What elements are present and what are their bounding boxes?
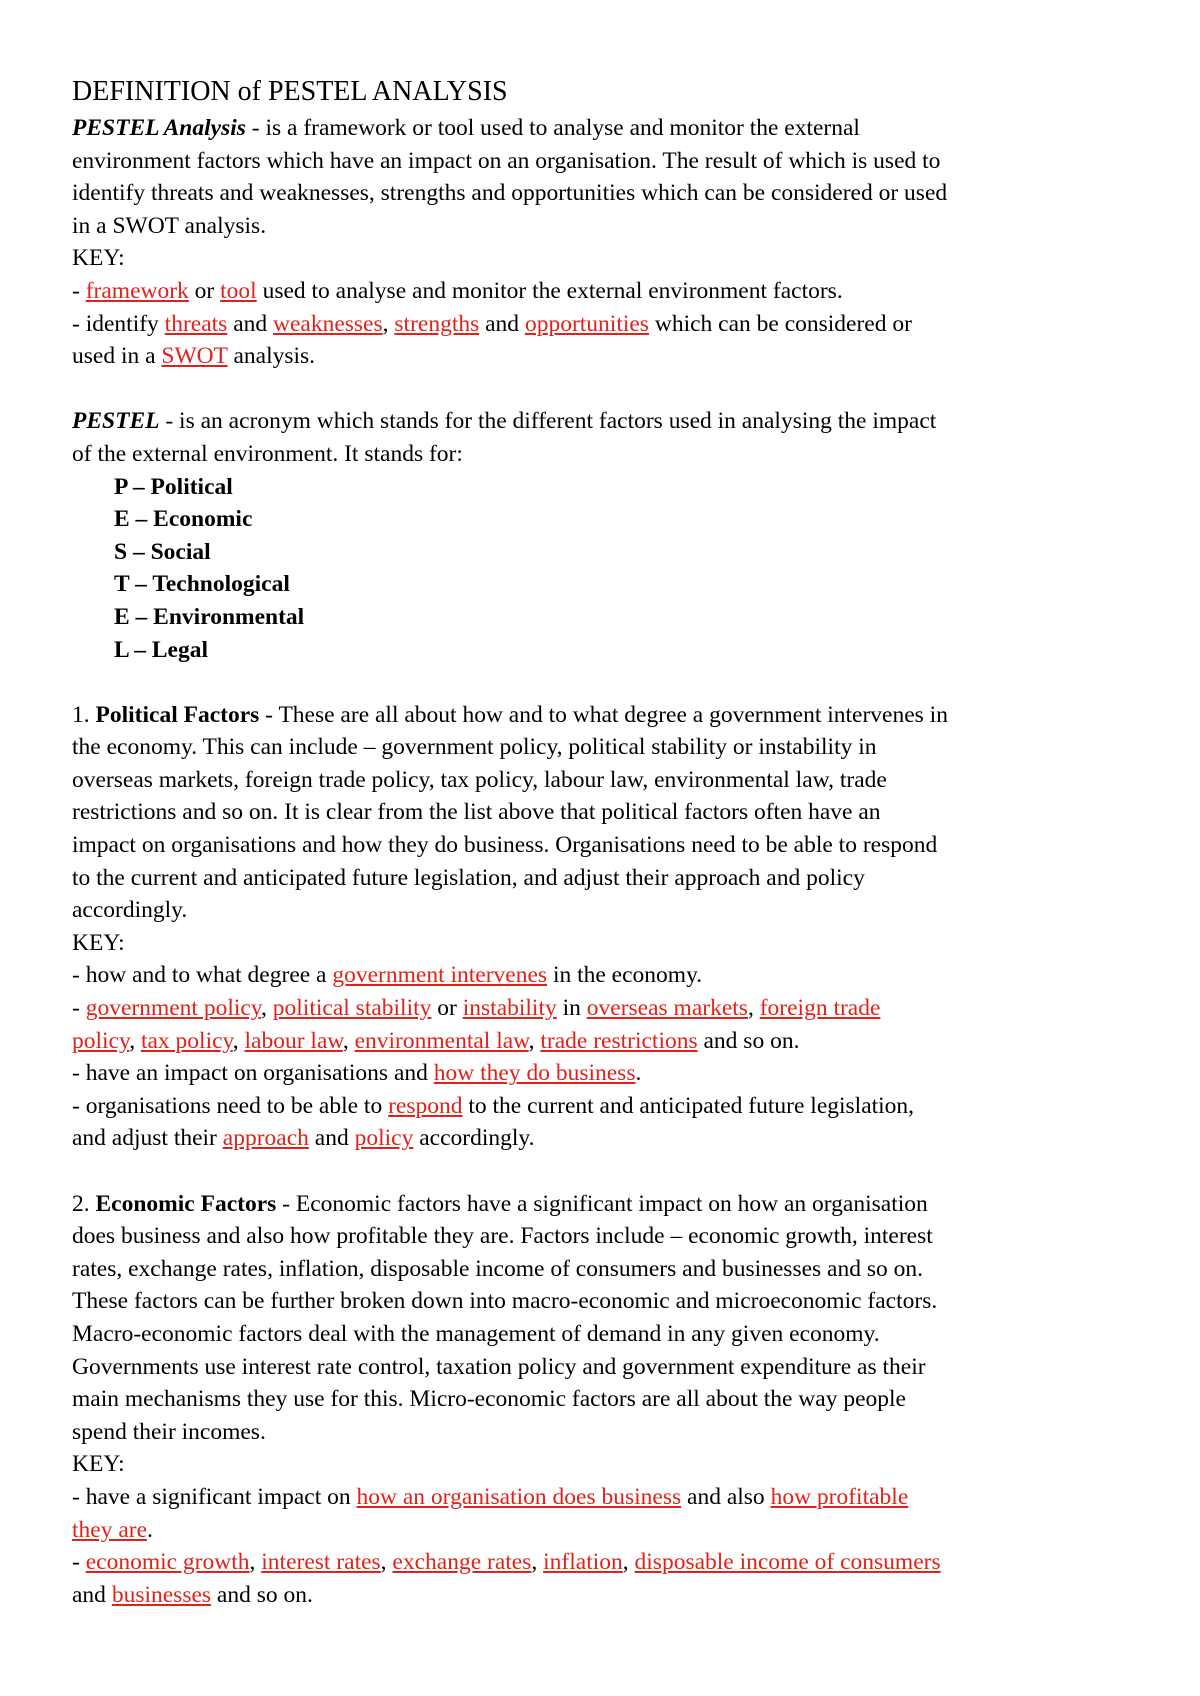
political-line: the economy. This can include – government policy, political stability or instability in	[72, 734, 877, 761]
paragraph-spacer	[72, 373, 1132, 406]
economic-line: Macro-economic factors deal with the management of demand in any given economy.	[72, 1320, 880, 1347]
political-line: impact on organisations and how they do business. Organisations need to be able to respond	[72, 832, 938, 859]
key-term: exchange rates	[392, 1549, 532, 1576]
key-line: - how and to what degree a government intervenes in the economy.	[72, 962, 703, 989]
key-line: - have a significant impact on how an organisation does business and also how profitable	[72, 1483, 909, 1510]
key-line: - organisations need to be able to respond to the current and anticipated future legislation,	[72, 1092, 915, 1119]
key-term: government policy	[85, 995, 262, 1022]
political-line: overseas markets, foreign trade policy, tax policy, labour law, environmental law, trade	[72, 766, 887, 793]
key-term: threats	[164, 310, 228, 337]
key-term: political stability	[272, 995, 432, 1022]
key-line: - government policy, political stability or instability in overseas markets, foreign trade	[72, 995, 881, 1022]
key-term: labour law	[244, 1027, 343, 1054]
key-term: inflation	[543, 1549, 623, 1576]
economic-line: 2. Economic Factors - Economic factors have a significant impact on how an organisation	[72, 1190, 928, 1217]
key-line: they are.	[72, 1516, 153, 1543]
key-line: - identify threats and weaknesses, strengths and opportunities which can be considered or	[72, 310, 912, 337]
document-page	[72, 74, 1132, 1611]
economic-line: These factors can be further broken down into macro-economic and microeconomic factors.	[72, 1288, 938, 1315]
economic-line: Governments use interest rate control, taxation policy and government expenditure as their	[72, 1353, 926, 1380]
key-line: policy, tax policy, labour law, environmental law, trade restrictions and so on.	[72, 1027, 800, 1054]
acronym-item: S – Social	[114, 538, 211, 565]
political-line: accordingly.	[72, 897, 188, 924]
key-term: strengths	[394, 310, 480, 337]
acronym-item: E – Environmental	[114, 603, 305, 630]
key-label: KEY:	[72, 1451, 125, 1478]
key-term: disposable income of consumers	[634, 1549, 941, 1576]
key-term: instability	[462, 995, 557, 1022]
definition-term: PESTEL Analysis	[72, 115, 246, 141]
key-term: environmental law	[354, 1027, 529, 1054]
political-line: restrictions and so on. It is clear from the list above that political factors often have an	[72, 799, 881, 826]
key-line: - have an impact on organisations and how they do business.	[72, 1060, 642, 1087]
key-line: used in a SWOT analysis.	[72, 343, 316, 370]
acronym-term: PESTEL	[72, 408, 160, 435]
political-heading: Political Factors	[95, 701, 260, 728]
key-term: approach	[222, 1125, 309, 1152]
key-line: and adjust their approach and policy accordingly.	[72, 1125, 535, 1152]
key-line: and businesses and so on.	[72, 1581, 313, 1608]
definition-line: identify threats and weaknesses, strengths and opportunities which can be considered or used	[72, 180, 948, 207]
economic-line: does business and also how profitable they are. Factors include – economic growth, interest	[72, 1223, 933, 1250]
key-term: tax policy	[140, 1027, 233, 1054]
definition-line: environment factors which have an impact on an organisation. The result of which is used to	[72, 147, 941, 174]
key-term: SWOT	[161, 343, 228, 370]
key-term: trade restrictions	[540, 1027, 698, 1054]
key-term: foreign trade	[759, 995, 881, 1022]
key-line: - framework or tool used to analyse and monitor the external environment factors.	[72, 277, 843, 304]
political-line: to the current and anticipated future legislation, and adjust their approach and policy	[72, 864, 865, 891]
acronym-line: of the external environment. It stands for:	[72, 440, 463, 467]
key-label: KEY:	[72, 929, 125, 956]
economic-line: main mechanisms they use for this. Micro-economic factors are all about the way people	[72, 1386, 906, 1413]
key-term: interest rates	[261, 1549, 381, 1576]
key-term: policy	[354, 1125, 414, 1152]
acronym-item: L – Legal	[114, 636, 209, 663]
document-title: DEFINITION of PESTEL ANALYSIS	[72, 76, 508, 107]
acronym-item: T – Technological	[114, 571, 290, 598]
paragraph-spacer	[72, 666, 1132, 699]
key-term: respond	[388, 1092, 463, 1119]
paragraph-spacer	[72, 1155, 1132, 1188]
definition-line: PESTEL Analysis - is a framework or tool used to analyse and monitor the external	[72, 115, 860, 141]
key-term: policy	[72, 1027, 130, 1054]
key-term: they are	[72, 1516, 148, 1543]
key-term: economic growth	[85, 1549, 250, 1576]
political-line: 1. Political Factors - These are all about how and to what degree a government intervenes in	[72, 701, 948, 728]
key-term: businesses	[111, 1581, 212, 1608]
acronym-item: P – Political	[114, 473, 233, 500]
acronym-line: PESTEL - is an acronym which stands for the different factors used in analysing the impact	[72, 408, 937, 435]
key-term: framework	[85, 277, 189, 304]
key-term: government intervenes	[332, 962, 548, 989]
key-term: overseas markets	[586, 995, 748, 1022]
key-label: KEY:	[72, 245, 125, 272]
key-term: how profitable	[770, 1483, 909, 1510]
economic-line: rates, exchange rates, inflation, disposable income of consumers and businesses and so on.	[72, 1255, 924, 1282]
definition-line: in a SWOT analysis.	[72, 212, 267, 239]
key-term: how they do business	[433, 1060, 636, 1087]
key-term: weaknesses	[273, 310, 383, 337]
economic-line: spend their incomes.	[72, 1418, 266, 1445]
key-term: opportunities	[524, 310, 649, 337]
key-line: - economic growth, interest rates, exchange rates, inflation, disposable income of consumers	[72, 1549, 941, 1576]
key-term: tool	[220, 277, 257, 304]
economic-heading: Economic Factors	[95, 1190, 277, 1217]
acronym-item: E – Economic	[114, 506, 253, 533]
key-term: how an organisation does business	[356, 1483, 682, 1510]
